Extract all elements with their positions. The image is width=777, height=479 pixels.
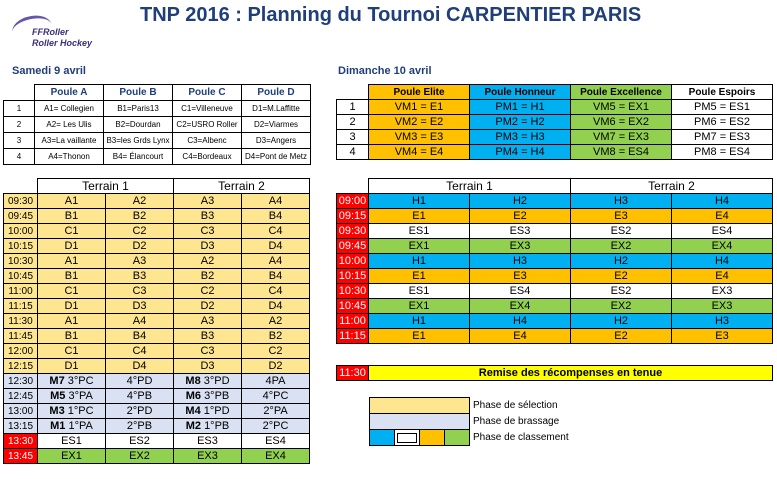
group-cell: VM5 = EX1 [571,100,672,115]
schedule-row [4,314,310,329]
group-cell: C2=USRO Roller [173,117,242,133]
group-rank: 3 [4,133,35,149]
schedule-row [4,344,310,359]
schedule-row [4,239,310,254]
match-cell: EX2 [571,299,672,314]
match-cell: EX3 [672,299,773,314]
match-cell [38,374,106,389]
schedule-time: 12:45 [4,389,38,404]
match-number: M5 [50,390,66,402]
match-cell: D1 [38,359,106,374]
group-rank: 4 [4,149,35,165]
logo-line2: Roller Hockey [32,38,93,48]
schedule-time: 10:00 [4,224,38,239]
schedule-time: 12:30 [4,374,38,389]
terrain-2-header: Terrain 2 [571,179,773,194]
schedule-time: 10:30 [4,254,38,269]
schedule-row [337,314,773,329]
brassage-row [4,419,310,434]
match-cell: EX1 [38,449,106,464]
match-cell: D4 [242,239,310,254]
group-cell: VM7 = EX3 [571,130,672,145]
match-cell: H1 [369,194,470,209]
group-cell: C4=Bordeaux [173,149,242,165]
match-cell: C2 [106,224,174,239]
group-rank: 3 [337,130,369,145]
match-cell: ES3 [174,434,242,449]
schedule-time: 09:30 [337,224,369,239]
match-cell: E4 [470,329,571,344]
sunday-groups-table [336,84,773,160]
group-cell: PM2 = H2 [470,115,571,130]
sunday-groups-header [337,85,773,100]
match-cell: B1 [38,329,106,344]
match-cell: EX2 [106,449,174,464]
match-cell: ES4 [470,284,571,299]
match-cell: ES2 [571,284,672,299]
group-header-honneur: Poule Honneur [470,85,571,100]
match-cell: E2 [571,329,672,344]
schedule-row [337,224,773,239]
match-cell: B4 [106,329,174,344]
group-cell: A4=Thonon [35,149,104,165]
match-cell: C2 [174,284,242,299]
schedule-row [4,284,310,299]
match-cell [38,404,106,419]
match-cell: E3 [571,209,672,224]
awards-time: 11:30 [337,366,369,381]
match-cell: B3 [174,329,242,344]
legend-swatch-espoirs [395,430,420,446]
match-cell: D3 [106,299,174,314]
match-cell: A3 [106,254,174,269]
schedule-row [4,209,310,224]
match-cell: C3 [174,344,242,359]
match-cell [174,419,242,434]
match-team: 1°PA [68,420,93,432]
group-cell: VM4 = E4 [369,145,470,160]
group-header-elite: Poule Elite [369,85,470,100]
terrain-1-header: Terrain 1 [369,179,571,194]
match-cell: D3 [174,239,242,254]
match-cell: A3 [174,314,242,329]
schedule-time: 11:00 [337,314,369,329]
legend-swatch-excellence [445,430,470,446]
group-header: Poule A [35,85,104,101]
match-cell: H4 [672,194,773,209]
match-number: M4 [185,405,201,417]
match-cell: E3 [470,269,571,284]
match-cell: A4 [106,314,174,329]
classement-row [4,434,310,449]
terrain-header-row [337,179,773,194]
ffroller-logo [10,14,125,56]
schedule-row [4,329,310,344]
match-cell: EX3 [174,449,242,464]
group-cell: VM8 = ES4 [571,145,672,160]
schedule-row [337,269,773,284]
match-cell: D3 [174,359,242,374]
sunday-schedule-table [336,178,773,344]
match-cell: D4 [106,359,174,374]
group-row [4,101,311,117]
match-number: M3 [49,405,65,417]
match-cell: B2 [106,209,174,224]
group-cell: D4=Pont de Metz [242,149,311,165]
schedule-time: 10:15 [337,269,369,284]
schedule-row [4,359,310,374]
match-cell: EX4 [672,239,773,254]
match-cell: E2 [470,209,571,224]
match-cell: A2 [174,254,242,269]
terrain-2-header: Terrain 2 [174,179,310,194]
group-rank: 1 [337,100,369,115]
group-cell: PM1 = H1 [470,100,571,115]
legend-selection-label: Phase de sélection [473,400,558,411]
awards-row [337,366,773,381]
match-cell: EX4 [470,299,571,314]
match-team: 1°PD [203,405,230,417]
match-cell: B2 [174,269,242,284]
legend-brassage-label: Phase de brassage [473,416,560,427]
match-cell: H3 [470,254,571,269]
logo-line1: FFRoller [32,27,69,37]
match-cell [174,404,242,419]
group-cell: PM5 = ES1 [672,100,773,115]
schedule-time: 12:15 [4,359,38,374]
match-team: 3°PA [68,390,93,402]
sunday-label: Dimanche 10 avril [338,65,432,77]
match-cell [38,419,106,434]
schedule-row [4,224,310,239]
group-cell: D1=M.Laffitte [242,101,311,117]
group-cell: VM6 = EX2 [571,115,672,130]
group-header: Poule B [104,85,173,101]
match-cell: E4 [672,209,773,224]
schedule-time: 10:00 [337,254,369,269]
awards-table [336,365,773,381]
terrain-1-header: Terrain 1 [38,179,174,194]
match-cell: B3 [174,209,242,224]
match-cell: A2 [242,314,310,329]
match-cell: B2 [242,329,310,344]
brassage-row [4,389,310,404]
match-cell: C4 [106,344,174,359]
group-row [337,130,773,145]
match-team: 3°PC [67,375,94,387]
group-cell: VM1 = E1 [369,100,470,115]
match-cell: ES1 [38,434,106,449]
group-row [337,100,773,115]
classement-row [4,449,310,464]
schedule-time: 09:15 [337,209,369,224]
match-cell: EX4 [242,449,310,464]
schedule-time: 09:45 [4,209,38,224]
match-cell: A1 [38,194,106,209]
match-cell: A1 [38,314,106,329]
awards-text: Remise des récompenses en tenue [369,366,773,381]
match-cell: EX1 [369,299,470,314]
match-cell: ES2 [571,224,672,239]
schedule-row [4,254,310,269]
saturday-groups-table [3,84,311,165]
match-number: M8 [185,375,201,387]
match-cell: 4°PD [106,374,174,389]
match-cell: H4 [672,254,773,269]
group-cell: D2=Viarmes [242,117,311,133]
group-cell: VM3 = E3 [369,130,470,145]
match-team: 1°PB [204,420,230,432]
terrain-header-row [4,179,310,194]
group-header-espoirs: Poule Espoirs [672,85,773,100]
match-cell: 2°PB [106,419,174,434]
group-header: Poule C [173,85,242,101]
match-cell: C4 [242,284,310,299]
match-cell: 2°PC [242,419,310,434]
match-cell: C3 [174,224,242,239]
match-cell: B1 [38,269,106,284]
match-cell: A3 [174,194,242,209]
match-number: M1 [50,420,66,432]
match-cell: 4°PC [242,389,310,404]
match-cell: C3 [106,284,174,299]
match-cell: D2 [174,299,242,314]
match-cell: B4 [242,269,310,284]
match-cell: C2 [242,344,310,359]
match-cell: 4PA [242,374,310,389]
match-cell: H1 [369,254,470,269]
schedule-row [4,269,310,284]
group-rank: 4 [337,145,369,160]
match-cell: H3 [672,314,773,329]
match-cell: 2°PA [242,404,310,419]
schedule-row [337,329,773,344]
schedule-row [337,254,773,269]
match-cell: 4°PB [106,389,174,404]
group-header: Poule D [242,85,311,101]
schedule-row [337,299,773,314]
match-cell: D1 [38,239,106,254]
match-team: 3°PB [204,390,230,402]
match-cell: ES2 [106,434,174,449]
schedule-time: 10:45 [337,299,369,314]
match-cell: E4 [672,269,773,284]
match-cell: ES4 [242,434,310,449]
legend-swatch-elite [420,430,445,446]
group-row [337,145,773,160]
match-cell: ES3 [470,224,571,239]
match-cell: B4 [242,209,310,224]
match-cell: A4 [242,254,310,269]
saturday-groups-header [4,85,311,101]
group-cell: B4= Élancourt [104,149,173,165]
match-cell: ES4 [672,224,773,239]
group-cell: A3=La vaillante [35,133,104,149]
match-cell: C1 [38,344,106,359]
match-number: M2 [185,420,201,432]
schedule-row [337,194,773,209]
match-number: M7 [49,375,65,387]
match-cell: D1 [38,299,106,314]
schedule-row [4,299,310,314]
schedule-time: 10:15 [4,239,38,254]
group-row [337,115,773,130]
match-cell: EX2 [571,239,672,254]
match-cell: E2 [571,269,672,284]
match-cell: H4 [470,314,571,329]
group-cell: PM3 = H3 [470,130,571,145]
match-cell: C1 [38,224,106,239]
match-cell: ES1 [369,284,470,299]
group-header-excellence: Poule Excellence [571,85,672,100]
match-cell: A1 [38,254,106,269]
group-cell: D3=Angers [242,133,311,149]
legend-table [369,397,470,446]
legend-classement-label: Phase de classement [473,432,569,443]
group-row [4,133,311,149]
match-cell: H3 [571,194,672,209]
schedule-time: 11:00 [4,284,38,299]
match-cell: B1 [38,209,106,224]
schedule-time: 11:15 [337,329,369,344]
group-cell: PM8 = ES4 [672,145,773,160]
match-cell: A4 [242,194,310,209]
group-rank: 2 [4,117,35,133]
match-cell: H2 [571,254,672,269]
group-cell: A2= Les Ulis [35,117,104,133]
brassage-row [4,404,310,419]
match-cell: 2°PD [106,404,174,419]
match-team: 1°PC [67,405,94,417]
schedule-time: 11:45 [4,329,38,344]
match-cell: C4 [242,224,310,239]
group-cell: C1=Villeneuve [173,101,242,117]
schedule-time: 13:30 [4,434,38,449]
legend-swatch-brassage [370,414,470,430]
group-cell: PM6 = ES2 [672,115,773,130]
match-cell: ES1 [369,224,470,239]
match-cell: EX3 [672,284,773,299]
match-cell: E1 [369,329,470,344]
match-cell: H1 [369,314,470,329]
match-cell: H2 [470,194,571,209]
schedule-row [337,239,773,254]
group-cell: C3=Albenc [173,133,242,149]
match-number: M6 [185,390,201,402]
page-title: TNP 2016 : Planning du Tournoi CARPENTIER PARIS [140,4,642,26]
group-rank: 1 [4,101,35,117]
match-cell: E1 [369,269,470,284]
match-cell: EX1 [369,239,470,254]
saturday-schedule-table [3,178,310,464]
match-cell [174,389,242,404]
match-cell [38,389,106,404]
match-cell: B3 [106,269,174,284]
group-cell: PM7 = ES3 [672,130,773,145]
match-team: 3°PD [203,375,230,387]
legend-swatch-selection [370,398,470,414]
match-cell: D2 [242,359,310,374]
schedule-time: 13:15 [4,419,38,434]
match-cell [174,374,242,389]
group-cell: B3=les Grds Lynx [104,133,173,149]
brassage-row [4,374,310,389]
group-cell: B2=Dourdan [104,117,173,133]
schedule-row [337,209,773,224]
match-cell: E3 [672,329,773,344]
group-cell: B1=Paris13 [104,101,173,117]
schedule-time: 13:45 [4,449,38,464]
schedule-time: 10:45 [4,269,38,284]
schedule-time: 09:00 [337,194,369,209]
schedule-time: 11:15 [4,299,38,314]
match-cell: EX3 [470,239,571,254]
group-row [4,117,311,133]
schedule-row [4,194,310,209]
schedule-time: 09:30 [4,194,38,209]
match-cell: D4 [242,299,310,314]
group-cell: VM2 = E2 [369,115,470,130]
group-cell: A1= Collegien [35,101,104,117]
match-cell: H2 [571,314,672,329]
match-cell: D2 [106,239,174,254]
group-rank: 2 [337,115,369,130]
schedule-time: 12:00 [4,344,38,359]
saturday-label: Samedi 9 avril [12,65,86,77]
group-cell: PM4 = H4 [470,145,571,160]
schedule-time: 11:30 [4,314,38,329]
schedule-time: 09:45 [337,239,369,254]
match-cell: C1 [38,284,106,299]
schedule-time: 10:30 [337,284,369,299]
schedule-row [337,284,773,299]
group-row [4,149,311,165]
match-cell: E1 [369,209,470,224]
schedule-time: 13:00 [4,404,38,419]
match-cell: A2 [106,194,174,209]
legend-swatch-honneur [370,430,395,446]
